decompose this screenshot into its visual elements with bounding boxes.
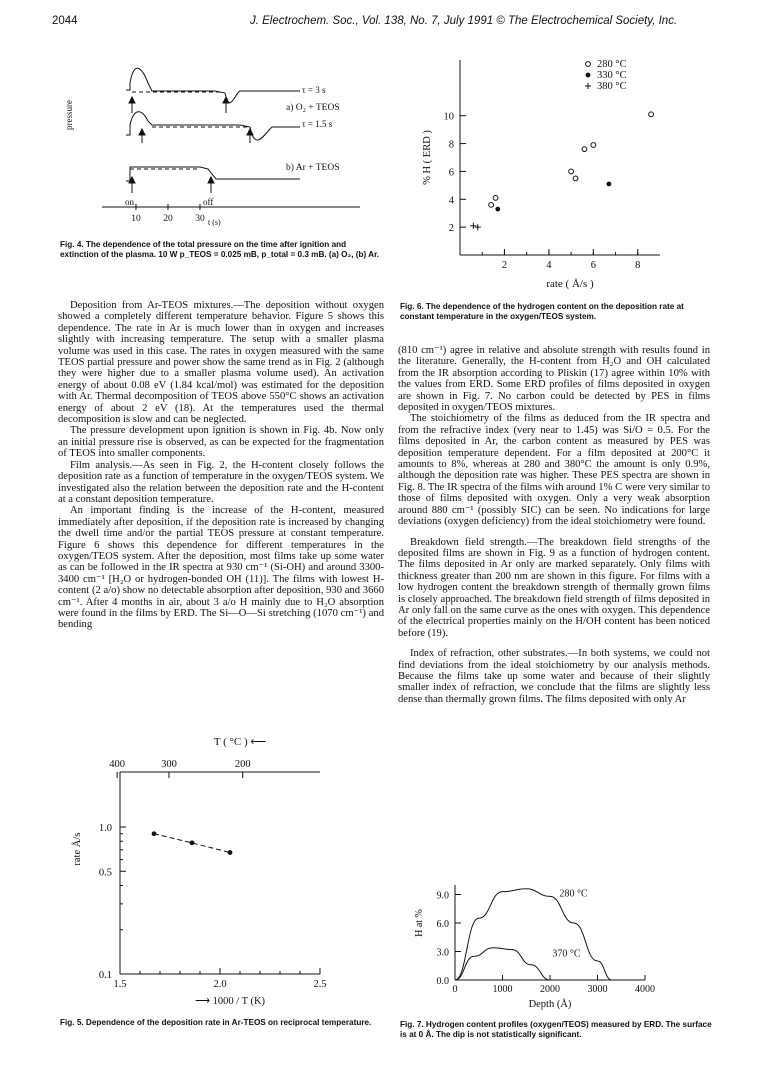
fig6-point-280 [591, 143, 596, 148]
fig6-legend-label: 380 °C [597, 81, 627, 92]
page-number: 2044 [52, 15, 78, 27]
fig7-ytick-label: 6.0 [436, 919, 449, 930]
fig6-caption: Fig. 6. The dependence of the hydrogen content on the deposition rate at constant temperature in the oxygen/TEOS system. [400, 302, 684, 321]
fig6-point-280 [489, 202, 494, 207]
fig7-ytick-label: 9.0 [436, 890, 449, 902]
fig7-xtick-label: 4000 [635, 984, 655, 995]
fig7-ylabel: H at % [414, 909, 425, 937]
fig4-trace-a-top [126, 68, 300, 102]
fig5-data-point [190, 840, 195, 845]
fig6-legend-label: 280 °C [597, 59, 627, 70]
fig6-point-330 [495, 207, 500, 212]
fig5-arrhenius-plot [60, 712, 390, 1012]
fig7-ytick-label: 3.0 [436, 947, 449, 959]
fig7-xtick-label: 3000 [587, 984, 608, 995]
left-text-column [58, 300, 384, 631]
fig6-point-280 [649, 112, 654, 117]
fig7-caption: Fig. 7. Hydrogen content profiles (oxygen/TEOS) measured by ERD. The surface is at 0 Å. The dip is not statistically significant. [400, 1020, 712, 1039]
right-text-column [398, 345, 710, 705]
fig6-point-280 [573, 176, 578, 181]
fig5-ytick-label: 0.1 [98, 970, 112, 981]
fig5-caption: Fig. 5. Dependence of the deposition rate in Ar-TEOS on reciprocal temperature. [60, 1018, 372, 1027]
fig4-trace-a-bottom [126, 112, 300, 140]
fig5-top-axis-label: T ( °C ) ⟵ [213, 736, 267, 748]
fig6-xlabel: rate ( Å/s ) [546, 278, 594, 290]
fig7-ytick-label: 0.0 [436, 976, 449, 987]
fig4-tau2: τ = 1.5 s [302, 119, 333, 129]
fig4-xunit: t (s) [208, 218, 221, 227]
running-title: J. Electrochem. Soc., Vol. 138, No. 7, July 1991 © The Electrochemical Society, Inc. [250, 15, 678, 27]
right-paragraph-3: Breakdown field strength.—The breakdown field strengths of the deposited films are shown in Fig. 9 as a function of hydrogen content. The films deposited in Ar only are marked separately. Only films with thickness greater than 200 nm are shown in this figure. For films with a low hydrogen content the breakdown strength of thermally grown films is closely approached. The breakdown field strength of films deposited in Ar only fall on the same curve as the ones with oxygen. This dependence of the electrical properties mainly on the H/OH content has been noticed before (19). [398, 536, 710, 639]
fig6-point-380 [475, 224, 481, 230]
fig6-ylabel: % H ( ERD ) [422, 130, 433, 185]
fig7-profile-plot [400, 880, 710, 1010]
fig5-xtick-label: 2.0 [213, 979, 227, 990]
left-paragraph-4: An important finding is the increase of the H-content, measured immediately after deposition, if the deposition rate is increased by changing the dwell time and/or the partial TEOS pressure at constant temperature. Figure 6 shows this dependence for different temperatures in the oxygen/TEOS system. After the deposition, most films take up some water as can be followed in the IR spectra at 930 cm⁻¹ (Si-OH) and around 3300-3400 cm⁻¹ [H₂O or hydrogen-bonded OH (11)]. The films with lowest H-content (2 a/o) show no detectable absorption after deposition, 930 and 3660 cm⁻¹. After 4 months in air, about 3 a/o H mainly due to H₂O absorption were found in the films by ERD. The Si—O—Si stretching (1070 cm⁻¹) and bending [58, 505, 384, 631]
fig4-tau1: τ = 3 s [302, 85, 326, 95]
fig6-legend-marker-330 [586, 73, 591, 78]
fig7-xtick-label: 2000 [540, 984, 560, 995]
fig6-point-280 [582, 147, 587, 152]
fig5-ytick-label: 1.0 [98, 823, 112, 834]
fig6-ytick-label: 8 [448, 139, 454, 151]
fig5-ytick-label: 0.5 [98, 867, 112, 879]
fig5-xtick-label: 1.5 [113, 979, 127, 990]
fig7-curve-0 [455, 889, 612, 980]
fig4-ylabel: pressure [64, 100, 74, 130]
fig7-curve-label-370: 370 °C [552, 948, 581, 960]
right-paragraph-4: Index of refraction, other substrates.—In both systems, we could not find deviations from the ideal stoichiometry by our analysis methods. Because the films take up some water and because of their slightly smaller index of refraction, we conclude that the films are slightly less dense than thermally grown films. The films deposited with only Ar [398, 648, 710, 705]
fig4-label-a: a) O₂ + TEOS [286, 103, 340, 113]
fig4-xtick-10: 10 [131, 214, 141, 224]
fig6-xtick-label: 4 [546, 260, 552, 271]
fig6-point-330 [606, 182, 611, 187]
fig4-on-label: on [125, 197, 134, 207]
fig7-curve-label-280: 280 °C [559, 888, 588, 900]
fig7-xtick-label: 0 [452, 984, 458, 995]
fig4-off-label: off [203, 197, 214, 207]
fig7-xlabel: Depth (Å) [528, 999, 572, 1010]
fig5-xtick-label: 2.5 [313, 979, 327, 990]
fig6-legend-marker-380 [585, 83, 591, 89]
fig4-pressure-plot [60, 55, 380, 235]
fig4-xtick-30: 30 [195, 214, 205, 224]
fig6-legend-marker-280 [586, 62, 591, 67]
fig4-xtick-20: 20 [163, 214, 173, 224]
fig6-scatter-plot [410, 55, 710, 295]
fig6-legend-label: 330 °C [597, 70, 627, 81]
fig7-xtick-label: 1000 [492, 984, 513, 995]
fig5-bottom-axis-label: ⟶ 1000 / T (K) [194, 996, 266, 1007]
fig6-point-380 [470, 223, 476, 229]
fig5-ylabel: rate Å/s [72, 832, 83, 866]
fig5-top-tick-label: 400 [109, 759, 125, 770]
left-paragraph-3: Film analysis.—As seen in Fig. 2, the H-content closely follows the deposition rate as a function of temperature in the oxygen/TEOS system. We investigated also the relation between the deposition rate and the H-content at a constant deposition temperature. [58, 459, 384, 505]
fig6-xtick-label: 6 [590, 260, 596, 271]
fig6-ytick-label: 10 [443, 111, 454, 123]
fig6-ytick-label: 2 [448, 223, 454, 235]
left-paragraph-2: The pressure development upon ignition is shown in Fig. 4b. Now only an initial pressure rise is observed, as can be expected for the fragmentation of TEOS into smaller components. [58, 425, 384, 460]
fig5-top-tick-label: 200 [234, 759, 251, 770]
fig4-caption: Fig. 4. The dependence of the total pressure on the time after ignition and extinction of the plasma. 10 W p_TEOS = 0.025 mB, p_total = 0.3 mB. (a) O₂, (b) Ar. [60, 240, 380, 259]
fig6-xtick-label: 2 [501, 260, 508, 271]
right-paragraph-2: The stoichiometry of the films as deduced from the IR spectra and from the refractive index (very near to 1.45) was Si/O = 0.5. For the films deposited in Ar, the carbon content as measured by PES was deposition temperature dependent. For a film deposited at 200°C it amounts to 8%, whereas at 280 and 380°C the amount is only 0.9%, although the deposition rate was higher. These PES spectra are shown in Fig. 8. The IR spectra of the films with around 1% C were very similar to those of films deposited with oxygen. Only a very weak absorption around 880 cm⁻¹ (possibly SIC) can be seen. No indications for large deviations (oxygen deficiency) from the ideal stoichiometry were found. [398, 413, 710, 528]
left-paragraph-1: Deposition from Ar-TEOS mixtures.—The deposition without oxygen showed a completely different temperature behavior. Figure 5 shows this dependence. The rate in Ar is much lower than in oxygen and increases slightly with increasing temperature. The setup with a smaller plasma volume was used in this case. The rates in oxygen measured with the same TEOS partial pressure and power show the same trend as in Fig. 2 (although they were higher due to a smaller plasma volume used). An activation energy of about 0.08 eV (1.84 kcal/mol) was estimated for the deposition with Ar. Thermal decomposition of TEOS above 550°C shows an activation energy of about 2 eV (18). At the temperatures used the thermal decomposition is slow and can be neglected. [58, 300, 384, 426]
fig5-data-point [228, 850, 233, 855]
fig6-ytick-label: 6 [448, 167, 454, 179]
fig6-point-280 [493, 195, 498, 200]
fig5-top-tick-label: 300 [161, 759, 177, 770]
fig6-xtick-label: 8 [635, 260, 641, 271]
fig6-ytick-label: 4 [448, 195, 454, 207]
fig6-point-280 [569, 169, 574, 174]
fig5-data-point [152, 831, 157, 836]
fig4-label-b: b) Ar + TEOS [286, 163, 340, 173]
right-paragraph-1: (810 cm⁻¹) agree in relative and absolute strength with results found in the literature. Generally, the H-content from H₂O and OH calculated from the IR absorption according to Pliskin (17) agree within 10% with the values from ERD. Some ERD profiles of films deposited in oxygen are shown in Fig. 7. No carbon could be detected by PES in films deposited in oxygen/TEOS mixtures. [398, 345, 710, 414]
